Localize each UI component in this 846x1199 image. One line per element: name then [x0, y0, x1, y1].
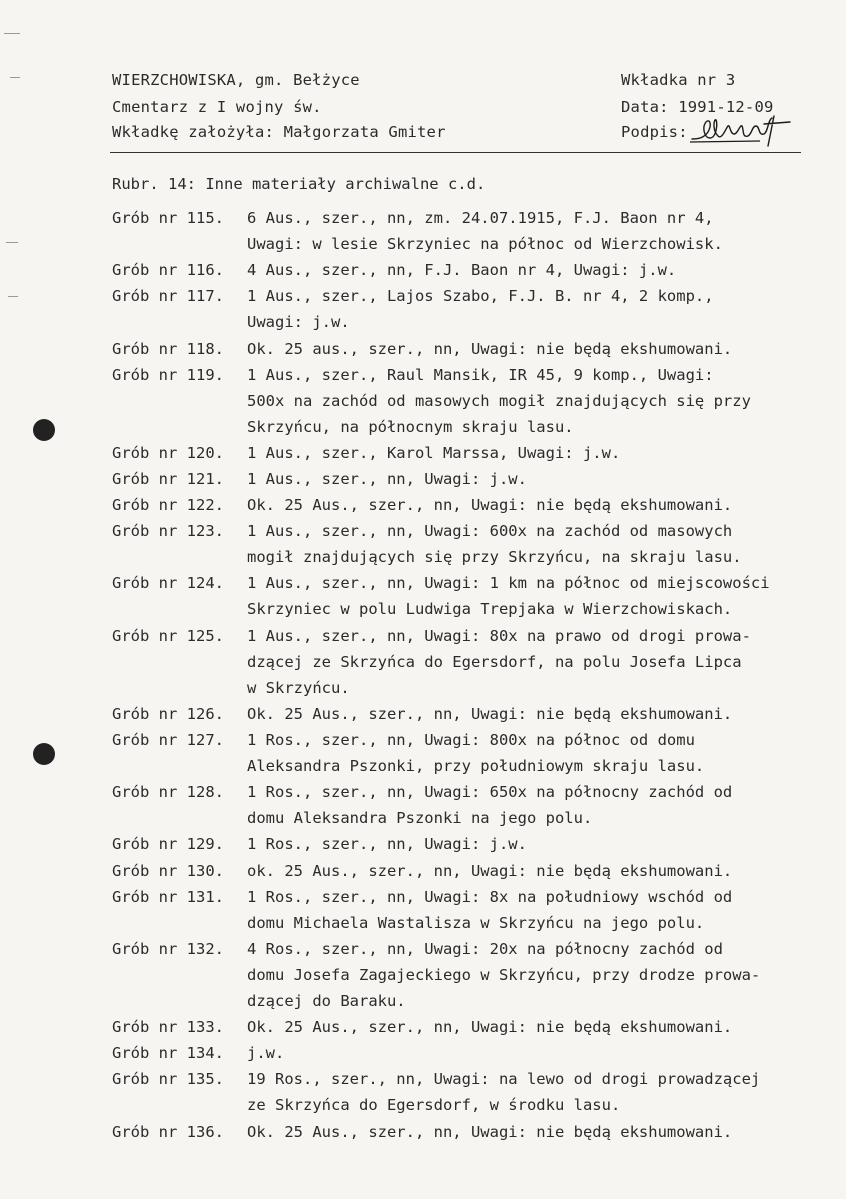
- header-insert-number: Wkładka nr 3: [621, 71, 736, 89]
- grave-entry-text: j.w.: [247, 1044, 285, 1063]
- grave-entry-text: Ok. 25 Aus., szer., nn, Uwagi: nie będą ekshumowani.: [247, 496, 733, 515]
- grave-entry-text: Ok. 25 Aus., szer., nn, Uwagi: nie będą ekshumowani.: [247, 704, 733, 723]
- punch-hole: [33, 419, 55, 441]
- grave-entry-label: Grób nr 122.: [112, 496, 224, 515]
- grave-entry-text: ok. 25 Aus., szer., nn, Uwagi: nie będą ekshumowani.: [247, 861, 733, 880]
- header-location: WIERZCHOWISKA, gm. Bełżyce: [112, 71, 360, 89]
- grave-entry-label: Grób nr 117.: [112, 287, 224, 306]
- header-founder: Wkładkę założyła: Małgorzata Gmiter: [112, 123, 446, 141]
- section-title: Rubr. 14: Inne materiały archiwalne c.d.: [112, 175, 486, 193]
- grave-entry-text: 1 Ros., szer., nn, Uwagi: 8x na południowy wschód od domu Michaela Wastalisza w Skrzyńcu na jego polu.: [247, 887, 733, 932]
- grave-entry-text: 1 Aus., szer., Karol Marssa, Uwagi: j.w.: [247, 443, 621, 462]
- grave-entry-label: Grób nr 135.: [112, 1070, 224, 1089]
- grave-entry-label: Grób nr 119.: [112, 365, 224, 384]
- grave-entry-text: Ok. 25 Aus., szer., nn, Uwagi: nie będą ekshumowani.: [247, 1018, 733, 1037]
- margin-mark: [8, 296, 18, 297]
- grave-entry-text: 1 Aus., szer., Raul Mansik, IR 45, 9 komp., Uwagi: 500x na zachód od masowych mogił znajdujących się przy Skrzyńcu, na północnym skraju lasu.: [247, 365, 751, 436]
- grave-entry-text: 19 Ros., szer., nn, Uwagi: na lewo od drogi prowadzącej ze Skrzyńca do Egersdorf, w środku lasu.: [247, 1070, 761, 1115]
- grave-entry-label: Grób nr 123.: [112, 522, 224, 541]
- grave-entry-label: Grób nr 127.: [112, 731, 224, 749]
- grave-entry-label: Grób nr 130.: [112, 861, 224, 880]
- grave-entry-text: 1 Aus., szer., nn, Uwagi: 1 km na północ od miejscowości Skrzyniec w polu Ludwiga Trepjaka w Wierzchowiskach.: [247, 574, 770, 619]
- punch-hole: [33, 743, 55, 765]
- margin-mark: [4, 33, 20, 34]
- margin-mark: [10, 77, 20, 78]
- grave-entry-text: Ok. 25 Aus., szer., nn, Uwagi: nie będą ekshumowani.: [247, 1122, 733, 1141]
- margin-mark: [6, 242, 18, 243]
- grave-entry-label: Grób nr 128.: [112, 783, 224, 802]
- grave-entry-label: Grób nr 115.: [112, 209, 224, 227]
- grave-entry-label: Grób nr 118.: [112, 339, 224, 358]
- grave-entry-label: Grób nr 124.: [112, 574, 224, 593]
- grave-entry-label: Grób nr 134.: [112, 1044, 224, 1063]
- grave-entry-text: Ok. 25 aus., szer., nn, Uwagi: nie będą ekshumowani.: [247, 339, 733, 358]
- grave-entry-text: 6 Aus., szer., nn, zm. 24.07.1915, F.J. Baon nr 4, Uwagi: w lesie Skrzyniec na północ od Wierzchowisk.: [247, 209, 723, 253]
- handwritten-signature: [690, 112, 794, 150]
- grave-entry-label: Grób nr 136.: [112, 1122, 224, 1141]
- grave-entry-label: Grób nr 126.: [112, 704, 224, 723]
- grave-entry-text: 1 Aus., szer., nn, Uwagi: 600x na zachód od masowych mogił znajdujących się przy Skrzyńcu, na skraju lasu.: [247, 522, 742, 567]
- header-divider: [110, 152, 801, 153]
- grave-entry-label: Grób nr 121.: [112, 470, 224, 488]
- grave-entry-label: Grób nr 125.: [112, 626, 224, 645]
- grave-entry-text: 4 Aus., szer., nn, F.J. Baon nr 4, Uwagi: j.w.: [247, 261, 677, 280]
- grave-entry-label: Grób nr 120.: [112, 443, 224, 462]
- grave-entry-text: 4 Ros., szer., nn, Uwagi: 20x na północny zachód od domu Josefa Zagajeckiego w Skrzyńcu, przy drodze prowa- dzącej do Baraku.: [247, 939, 761, 1010]
- grave-entry-label: Grób nr 132.: [112, 939, 224, 958]
- grave-entry-label: Grób nr 129.: [112, 835, 224, 854]
- header-cemetery: Cmentarz z I wojny św.: [112, 98, 322, 116]
- grave-entry-text: 1 Aus., szer., Lajos Szabo, F.J. B. nr 4, 2 komp., Uwagi: j.w.: [247, 287, 714, 332]
- header-date: Data: 1991-12-09: [621, 98, 774, 116]
- grave-entry-text: 1 Ros., szer., nn, Uwagi: 800x na północ od domu Aleksandra Pszonki, przy południowym skraju lasu.: [247, 731, 705, 775]
- grave-entry-text: 1 Aus., szer., nn, Uwagi: j.w.: [247, 470, 527, 488]
- grave-entry-text: 1 Ros., szer., nn, Uwagi: 650x na północny zachód od domu Aleksandra Pszonki na jego polu.: [247, 783, 733, 828]
- grave-entry-text: 1 Aus., szer., nn, Uwagi: 80x na prawo od drogi prowa- dzącej ze Skrzyńca do Egersdorf, na polu Josefa Lipca w Skrzyńcu.: [247, 626, 751, 697]
- grave-entry-label: Grób nr 116.: [112, 261, 224, 280]
- header-signature-label: Podpis:: [621, 123, 688, 141]
- grave-entry-text: 1 Ros., szer., nn, Uwagi: j.w.: [247, 835, 527, 854]
- grave-entry-label: Grób nr 133.: [112, 1018, 224, 1037]
- grave-entry-label: Grób nr 131.: [112, 887, 224, 906]
